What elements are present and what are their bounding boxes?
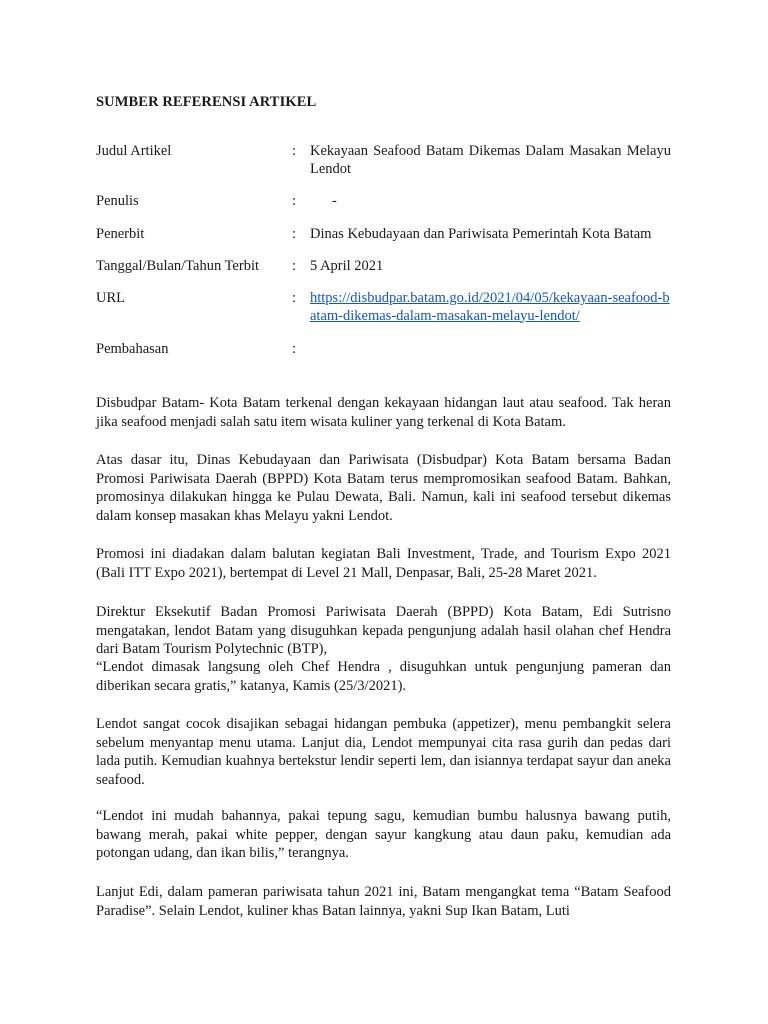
meta-label-pembahasan: Pembahasan xyxy=(96,341,169,357)
article-url-link[interactable]: https://disbudpar.batam.go.id/2021/04/05/kekayaan-seafood-batam-dikemas-dalam-masakan-melayu-lendot/ xyxy=(310,290,670,324)
meta-label-penulis: Penulis xyxy=(96,193,139,209)
meta-row-penulis xyxy=(96,193,671,211)
body-paragraph: Lendot sangat cocok disajikan sebagai hidangan pembuka (appetizer), menu pembangkit selera sebelum menyantap menu utama. Lanjut dia, Lendot mempunyai cita rasa gurih dan pedas dari lada putih. Kemudian kuahnya bertekstur lendir seperti lem, dan isiannya terdapat sayur dan aneka seafood. xyxy=(96,716,671,788)
meta-value-url-wrapper xyxy=(310,290,671,325)
body-paragraph: “Lendot dimasak langsung oleh Chef Hendra , disuguhkan untuk pengunjung pameran dan diberikan secara gratis,” katanya, Kamis (25/3/2021). xyxy=(96,659,671,694)
meta-value-penerbit: Dinas Kebudayaan dan Pariwisata Pemerintah Kota Batam xyxy=(310,226,652,242)
meta-row-tanggal xyxy=(96,258,671,276)
meta-label-tanggal: Tanggal/Bulan/Tahun Terbit xyxy=(96,258,259,274)
meta-value-judul: Kekayaan Seafood Batam Dikemas Dalam Masakan Melayu Lendot xyxy=(310,143,671,177)
meta-label-url: URL xyxy=(96,290,125,306)
meta-row-judul xyxy=(96,143,671,179)
body-paragraph: Atas dasar itu, Dinas Kebudayaan dan Pariwisata (Disbudpar) Kota Batam bersama Badan Promosi Pariwisata Daerah (BPPD) Kota Batam terus mempromosikan seafood Batam. Bahkan, promosinya dilakukan hingga ke Pulau Dewata, Bali. Namun, kali ini seafood tersebut dikemas dalam konsep masakan khas Melayu yakni Lendot. xyxy=(96,452,671,524)
meta-colon: : xyxy=(292,143,297,159)
meta-value-penulis: - xyxy=(332,193,337,209)
body-paragraph: Disbudpar Batam- Kota Batam terkenal dengan kekayaan hidangan laut atau seafood. Tak heran jika seafood menjadi salah satu item wisata kuliner yang terkenal di Kota Batam. xyxy=(96,395,671,430)
meta-colon: : xyxy=(292,341,297,357)
meta-label-judul: Judul Artikel xyxy=(96,143,172,159)
meta-colon: : xyxy=(292,258,297,274)
meta-label-penerbit: Penerbit xyxy=(96,226,145,242)
meta-row-url xyxy=(96,290,671,326)
meta-row-penerbit xyxy=(96,226,671,244)
meta-colon: : xyxy=(292,290,297,306)
meta-colon: : xyxy=(292,226,297,242)
meta-row-pembahasan xyxy=(96,341,671,359)
meta-value-tanggal: 5 April 2021 xyxy=(310,258,384,274)
body-paragraph: “Lendot ini mudah bahannya, pakai tepung sagu, kemudian bumbu halusnya bawang putih, bawang merah, pakai white pepper, dengan sayur kangkung atau daun paku, kemudian ada potongan udang, dan ikan bilis,” terangnya. xyxy=(96,808,671,861)
meta-colon: : xyxy=(292,193,297,209)
body-paragraph: Lanjut Edi, dalam pameran pariwisata tahun 2021 ini, Batam mengangkat tema “Batam Seafood Paradise”. Selain Lendot, kuliner khas Batan lainnya, yakni Sup Ikan Batam, Luti xyxy=(96,884,671,919)
document-title: SUMBER REFERENSI ARTIKEL xyxy=(96,94,317,110)
body-paragraph: Promosi ini diadakan dalam balutan kegiatan Bali Investment, Trade, and Tourism Expo 2021 (Bali ITT Expo 2021), bertempat di Level 21 Mall, Denpasar, Bali, 25-28 Maret 2021. xyxy=(96,546,671,581)
body-paragraph: Direktur Eksekutif Badan Promosi Pariwisata Daerah (BPPD) Kota Batam, Edi Sutrisno mengatakan, lendot Batam yang disuguhkan kepada pengunjung adalah hasil olahan chef Hendra dari Batam Tourism Polytechnic (BTP), xyxy=(96,604,671,657)
